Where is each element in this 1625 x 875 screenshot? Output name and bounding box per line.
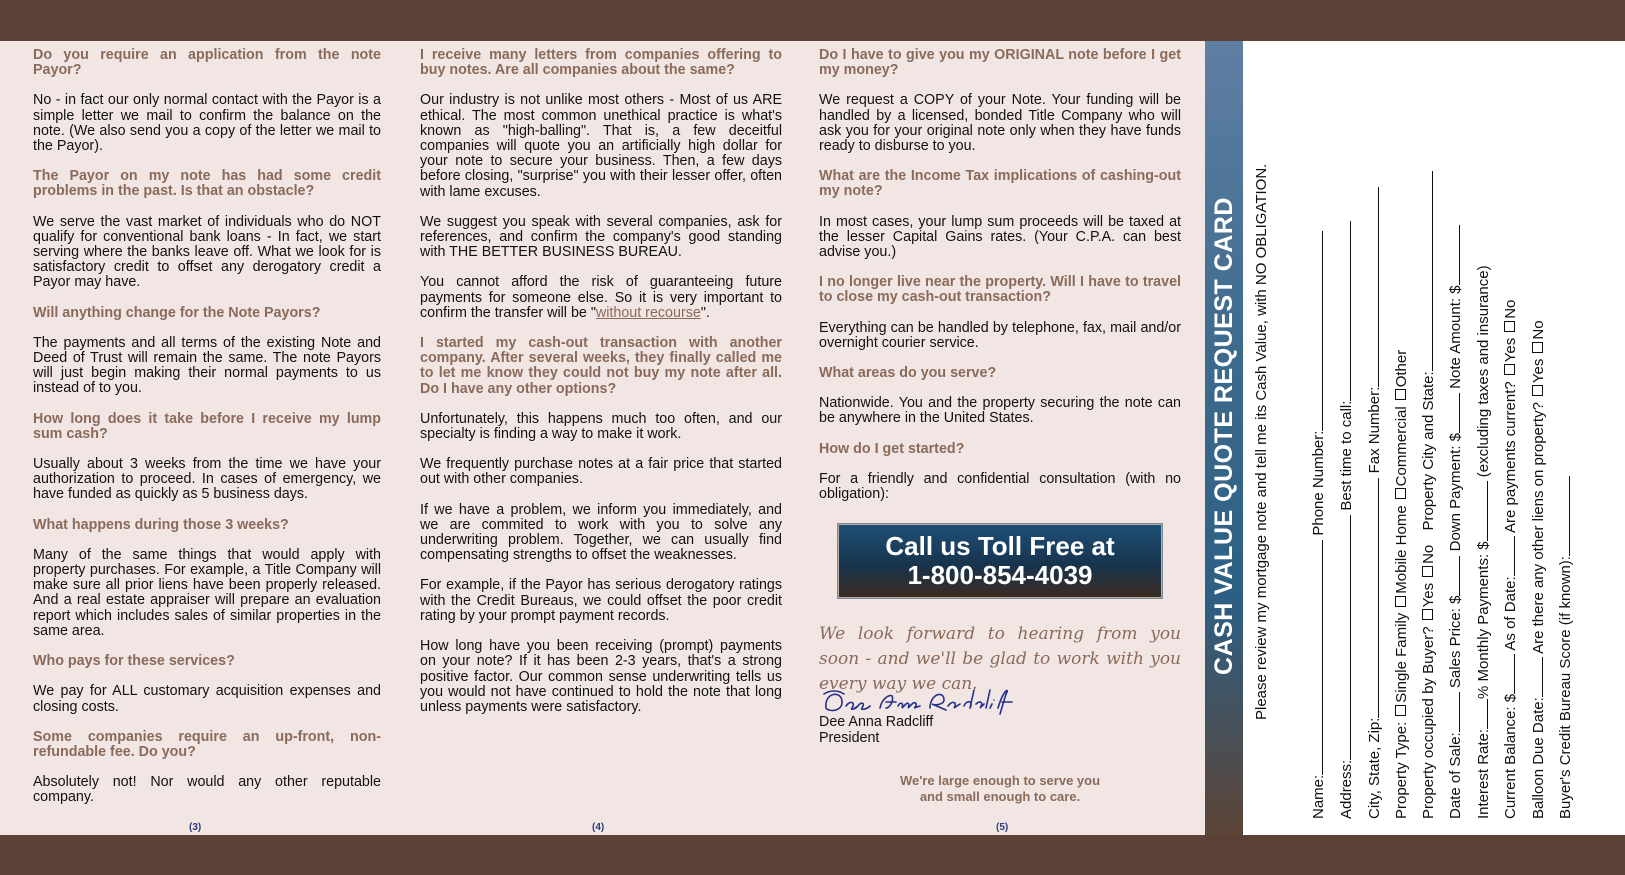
liens-yes: Yes [1530, 358, 1547, 384]
faq-question: Who pays for these services? [33, 653, 235, 670]
address-label: Address: [1338, 759, 1355, 819]
bottom-band [0, 835, 1625, 875]
faq-answer: If we have a problem, we inform you immediately, and we are commited to work with you to solve any underwriting problem. Together, we can usually find compensating strengths to offset the weaknesses. [420, 501, 782, 564]
faq-question: I no longer live near the property. Will I have to travel to close my cash-out transaction? [819, 274, 1181, 306]
faq-question: Do I have to give you my ORIGINAL note before I get my money? [819, 47, 1181, 79]
balloon-label: Balloon Due Date: [1530, 697, 1547, 819]
occupied-row [1420, 171, 1437, 819]
city-label: City, State, Zip: [1366, 717, 1383, 819]
faq-answer: We pay for ALL customary acquisition expenses and closing costs. [33, 683, 381, 715]
faq-answer: We frequently purchase notes at a fair price that started out with other companies. [420, 456, 782, 488]
faq-answer: We request a COPY of your Note. Your funding will be handled by a licensed, bonded Title Company who will ask you for your original note only when they have funds ready to disburse to you. [819, 92, 1181, 155]
option-commercial: Commercial [1393, 406, 1410, 487]
sales-price-field[interactable] [1459, 556, 1460, 596]
checkbox-current-no[interactable] [1504, 321, 1515, 332]
monthly-field[interactable] [1487, 481, 1488, 541]
name-field[interactable] [1322, 540, 1323, 775]
date-sale-field[interactable] [1459, 692, 1460, 732]
interest-label: Interest Rate: [1475, 728, 1492, 819]
sale-row [1447, 225, 1464, 819]
faq-question: Some companies require an up-front, non-refundable fee. Do you? [33, 728, 381, 760]
balloon-row [1530, 320, 1547, 819]
name-row [1310, 231, 1327, 819]
phone-field[interactable] [1322, 231, 1323, 431]
tagline-line-2: and small enough to care. [919, 788, 1081, 804]
liens-label: Are there any other liens on property? [1530, 402, 1547, 654]
current-yes: Yes [1502, 337, 1519, 363]
monthly-label: Monthly Payments: $ [1475, 541, 1492, 682]
score-label: Buyer's Credit Bureau Score (if known): [1557, 556, 1574, 819]
faq-answer: Many of the same things that would apply with property purchases. For example, a Title Company will make sure all prior liens have been properly released. And a real estate appraiser will prepare an evaluation report which includes sales of similar properties in the same area. [33, 546, 381, 639]
name-label: Name: [1310, 774, 1327, 819]
card-intro: Please review my mortgage note and tell me its Cash Value, with NO OBLIGATION. [1253, 163, 1270, 720]
closing-message: We look forward to hearing from you soon - and we'll be glad to work with you every way we can. [819, 624, 1181, 694]
faq-question: I receive many letters from companies offering to buy notes. Are all companies about the same? [420, 47, 782, 79]
column-page-4 [420, 48, 782, 730]
checkbox-single-family[interactable] [1395, 705, 1406, 716]
faq-question: What happens during those 3 weeks? [33, 516, 289, 533]
column-page-3 [33, 48, 381, 821]
sales-price-label: Sales Price: $ [1447, 595, 1464, 689]
occupied-label: Property occupied by Buyer? [1420, 626, 1437, 819]
as-of-field[interactable] [1514, 536, 1515, 576]
option-single-family: Single Family [1393, 612, 1410, 703]
interest-row [1475, 265, 1492, 819]
interest-field[interactable] [1487, 699, 1488, 729]
faq-answer: Usually about 3 weeks from the time we have your authorization to proceed. In cases of emergency, we have funded as quickly as 5 business days. [33, 456, 381, 503]
signer-title: President [819, 729, 880, 746]
page-number-3: (3) [189, 822, 202, 833]
faq-question: I started my cash-out transaction with another company. After several weeks, they finally called me to let me know they could not buy my note after all. Do I have any other options? [420, 335, 782, 397]
page-number-4: (4) [592, 822, 605, 833]
checkbox-mobile-home[interactable] [1395, 596, 1406, 607]
faq-question: What are the Income Tax implications of cashing-out my note? [819, 168, 1181, 200]
option-other: Other [1393, 349, 1410, 388]
percent-sign: % [1475, 685, 1492, 699]
property-city-field[interactable] [1432, 171, 1433, 371]
faq-answer: We serve the vast market of individuals who do NOT qualify for conventional bank loans - In fact, we start serving where the banks leave off. What we look for is satisfactory credit to offset any derogatory credit a Payor may have. [33, 213, 381, 291]
score-field[interactable] [1569, 476, 1570, 556]
column-page-5 [819, 48, 1181, 517]
page-number-5: (5) [996, 822, 1009, 833]
checkbox-occupied-no[interactable] [1422, 566, 1433, 577]
property-type-label: Property Type: [1393, 721, 1410, 819]
address-field[interactable] [1350, 515, 1351, 760]
note-amount-label: Note Amount: $ [1447, 285, 1464, 389]
property-type-row [1393, 350, 1410, 819]
down-payment-label: Down Payment: $ [1447, 433, 1464, 552]
faq-answer: Everything can be handled by telephone, fax, mail and/or overnight courier service. [819, 319, 1181, 351]
faq-question: How long does it take before I receive my lump sum cash? [33, 410, 381, 442]
checkbox-liens-no[interactable] [1532, 342, 1543, 353]
faq-answer: Absolutely not! Nor would any other reputable company. [33, 774, 381, 806]
occupied-no: No [1420, 544, 1437, 564]
without-recourse-link[interactable]: without recourse [595, 304, 701, 321]
signer-name: Dee Anna Radcliff [819, 714, 934, 730]
faq-answer: You cannot afford the risk of guaranteeing future payments for someone else. So it is very important to confirm the transfer will be "without recourse". [420, 274, 782, 321]
faq-answer: Unfortunately, this happens much too often, and our specialty is finding a way to make it work. [420, 410, 782, 443]
balance-row [1502, 300, 1519, 819]
fax-label: Fax Number: [1366, 386, 1383, 474]
faq-question: Do you require an application from the note Payor? [33, 47, 381, 79]
faq-question: How do I get started? [819, 440, 965, 457]
phone-number[interactable]: 1-800-854-4039 [907, 560, 1093, 590]
occupied-yes: Yes [1420, 582, 1437, 608]
tagline-line-1: We're large enough to serve you [899, 773, 1101, 788]
faq-answer: For example, if the Payor has serious derogatory ratings with the Credit Bureaus, we could offset the poor credit rating by your prompt payment records. [420, 577, 782, 624]
checkbox-current-yes[interactable] [1504, 364, 1515, 375]
top-band [0, 0, 1625, 41]
option-mobile-home: Mobile Home [1393, 505, 1410, 594]
faq-answer: The payments and all terms of the existing Note and Deed of Trust will remain the same. The note Payors will just begin making their normal payments to us instead of to you. [33, 334, 381, 397]
address-row [1338, 221, 1355, 819]
card-title: CASH VALUE QUOTE REQUEST CARD [1210, 197, 1238, 675]
balance-field[interactable] [1514, 654, 1515, 694]
best-time-label: Best time to call: [1338, 400, 1355, 511]
checkbox-occupied-yes[interactable] [1422, 609, 1433, 620]
faq-answer: Our industry is not unlike most others - Most of us ARE ethical. The most common unethical practice is what's known as "high-balling". That is, a few deceitful companies will quote you an artificially high dollar for your note to secure your business. Then, a few days before closing, "surprise" you with their lesser offer, often with lame excuses. [420, 92, 782, 200]
faq-answer: Nationwide. You and the property securing the note can be anywhere in the United States. [819, 395, 1181, 427]
checkbox-other[interactable] [1395, 389, 1406, 400]
excluding-note: (excluding taxes and insurance) [1475, 265, 1492, 478]
fax-field[interactable] [1378, 187, 1379, 387]
checkbox-commercial[interactable] [1395, 488, 1406, 499]
faq-question: The Payor on my note has had some credit problems in the past. Is that an obstacle? [33, 168, 381, 200]
city-row [1366, 187, 1383, 819]
faq-answer: In most cases, your lump sum proceeds will be taxed at the lesser Capital Gains rates. (Your C.P.A. can best advise you.) [819, 213, 1181, 261]
best-time-field[interactable] [1350, 221, 1351, 401]
phone-label: Phone Number: [1310, 430, 1327, 536]
toll-free-call-box[interactable] [838, 524, 1162, 598]
faq-answer: How long have you been receiving (prompt) payments on your note? If it has been 2-3 years, that's a strong positive factor. Our common sense underwriting tells us you would not have continued to hold the note that long unless payments were satisfactory. [420, 638, 782, 715]
note-amount-field[interactable] [1459, 225, 1460, 285]
balance-label: Current Balance: $ [1502, 693, 1519, 819]
liens-no: No [1530, 320, 1547, 340]
down-payment-field[interactable] [1459, 393, 1460, 433]
signer-block [819, 715, 933, 746]
property-city-label: Property City and State: [1420, 371, 1437, 531]
signature-image [820, 682, 1030, 718]
faq-answer: We suggest you speak with several companies, ask for references, and confirm the company's good standing with THE BETTER BUSINESS BUREAU. [420, 213, 782, 261]
current-label: Are payments current? [1502, 381, 1519, 534]
faq-answer: No - in fact our only normal contact with the Payor is a simple letter we mail to confirm the balance on the note. (We also send you a copy of the letter we mail to the Payor). [33, 92, 381, 155]
date-sale-label: Date of Sale: [1447, 732, 1464, 819]
as-of-label: As of Date: [1502, 576, 1519, 651]
current-no: No [1502, 299, 1519, 319]
faq-question: Will anything change for the Note Payors? [33, 304, 321, 321]
faq-answer: For a friendly and confidential consultation (with no obligation): [819, 470, 1181, 503]
call-label: Call us Toll Free at [885, 531, 1115, 561]
tagline [860, 773, 1140, 804]
balloon-field[interactable] [1542, 657, 1543, 697]
city-field[interactable] [1378, 478, 1379, 718]
checkbox-liens-yes[interactable] [1532, 385, 1543, 396]
faq-question: What areas do you serve? [819, 365, 997, 382]
score-row [1557, 476, 1574, 819]
